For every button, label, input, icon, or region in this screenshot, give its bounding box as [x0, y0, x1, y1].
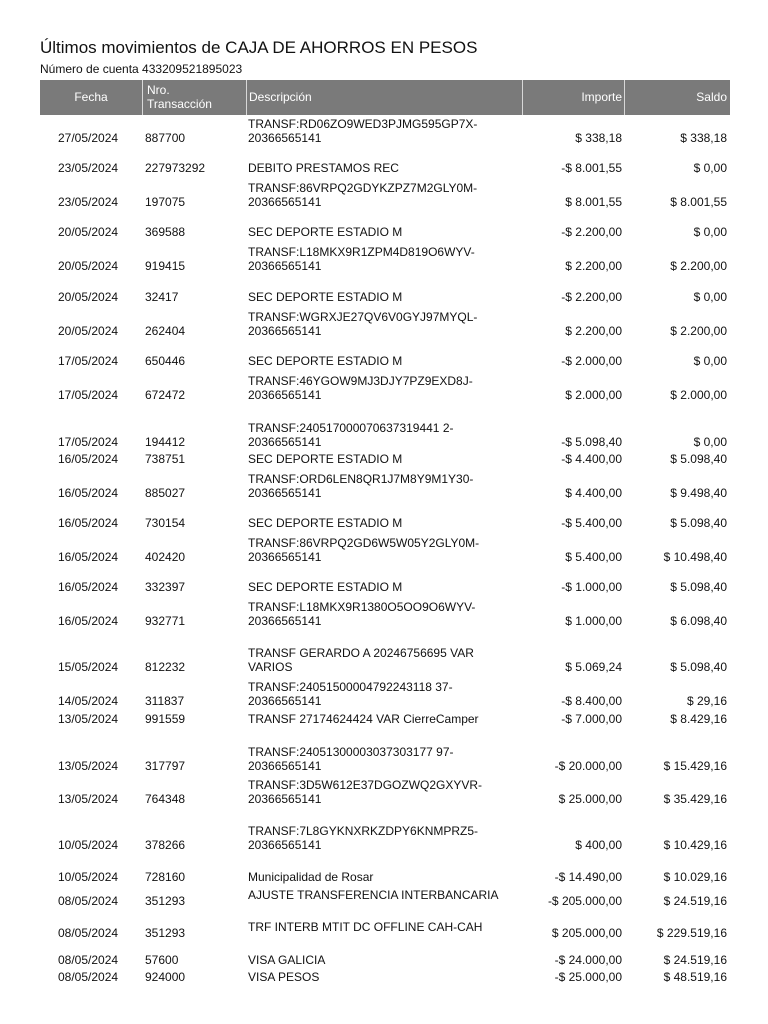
cell-importe: -$ 205.000,00 — [547, 894, 622, 908]
cell-fecha: 16/05/2024 — [58, 580, 119, 594]
cell-descripcion-line: TRANSF:3D5W612E37DGOZWQ2GXYVR- — [248, 778, 483, 792]
cell-fecha: 23/05/2024 — [58, 195, 119, 209]
cell-fecha: 08/05/2024 — [58, 926, 119, 940]
cell-fecha: 08/05/2024 — [58, 953, 119, 967]
table-row — [40, 225, 730, 239]
cell-saldo: $ 0,00 — [693, 225, 727, 239]
cell-importe: $ 400,00 — [575, 838, 622, 852]
cell-descripcion-line: TRANSF:L18MKX9R1ZPM4D819O6WYV- — [248, 245, 475, 259]
cell-descripcion-line: TRANSF:7L8GYKNXRKZDPY6KNMPRZ5- — [248, 824, 479, 838]
cell-descripcion-line: 20366565141 — [248, 550, 322, 564]
cell-fecha: 16/05/2024 — [58, 614, 119, 628]
table-row — [40, 646, 730, 674]
table-row — [40, 920, 730, 940]
table-header — [40, 80, 730, 115]
cell-saldo: $ 48.519,16 — [663, 970, 727, 984]
cell-importe: $ 5.069,24 — [565, 660, 622, 674]
cell-descripcion-line: VISA GALICIA — [248, 953, 326, 967]
table-row — [40, 516, 730, 530]
cell-fecha: 17/05/2024 — [58, 435, 119, 449]
cell-nro-transaccion: 351293 — [145, 926, 186, 940]
table-row — [40, 580, 730, 594]
cell-descripcion-line: TRF INTERB MTIT DC OFFLINE CAH-CAH — [248, 920, 483, 934]
cell-importe: $ 8.001,55 — [565, 195, 622, 209]
cell-fecha: 16/05/2024 — [58, 486, 119, 500]
cell-descripcion-line: DEBITO PRESTAMOS REC — [248, 161, 399, 175]
cell-nro-transaccion: 672472 — [145, 388, 186, 402]
cell-importe: -$ 7.000,00 — [561, 712, 622, 726]
cell-saldo: $ 10.029,16 — [663, 870, 727, 884]
table-row — [40, 161, 730, 175]
table-row — [40, 870, 730, 884]
table-row — [40, 421, 730, 449]
cell-saldo: $ 8.001,55 — [670, 195, 727, 209]
cell-descripcion-line: 20366565141 — [248, 131, 322, 145]
cell-fecha: 13/05/2024 — [58, 759, 119, 773]
cell-descripcion-line: TRANSF:24051500004792243118 37- — [248, 680, 453, 694]
column-header-nro-transaccion — [142, 80, 246, 115]
table-row — [40, 452, 730, 466]
table-row — [40, 600, 730, 628]
cell-importe: -$ 1.000,00 — [561, 580, 622, 594]
cell-importe: $ 2.000,00 — [565, 388, 622, 402]
cell-saldo: $ 9.498,40 — [670, 486, 727, 500]
cell-descripcion-line: 20366565141 — [248, 388, 322, 402]
cell-nro-transaccion: 32417 — [145, 290, 179, 304]
table-row — [40, 888, 730, 908]
cell-importe: -$ 14.490,00 — [554, 870, 622, 884]
cell-fecha: 20/05/2024 — [58, 290, 119, 304]
cell-nro-transaccion: 317797 — [145, 759, 186, 773]
cell-importe: $ 4.400,00 — [565, 486, 622, 500]
cell-descripcion-line: SEC DEPORTE ESTADIO M — [248, 225, 403, 239]
cell-descripcion-line: SEC DEPORTE ESTADIO M — [248, 452, 403, 466]
cell-fecha: 13/05/2024 — [58, 792, 119, 806]
cell-nro-transaccion: 650446 — [145, 354, 186, 368]
cell-saldo: $ 338,18 — [680, 131, 727, 145]
cell-descripcion-line: AJUSTE TRANSFERENCIA INTERBANCARIA — [248, 888, 499, 902]
page-title: Últimos movimientos de CAJA DE AHORROS EN PESOS — [40, 38, 478, 57]
cell-fecha: 13/05/2024 — [58, 712, 119, 726]
cell-descripcion-line: 20366565141 — [248, 435, 322, 449]
column-header-importe: Importe — [522, 80, 624, 115]
cell-fecha: 15/05/2024 — [58, 660, 119, 674]
cell-nro-transaccion: 738751 — [145, 452, 186, 466]
cell-saldo: $ 10.429,16 — [663, 838, 727, 852]
table-row — [40, 778, 730, 806]
column-header-fecha: Fecha — [74, 90, 108, 104]
cell-importe: $ 2.200,00 — [565, 324, 622, 338]
cell-descripcion-line: TRANSF:24051300003037303177 97- — [248, 745, 454, 759]
cell-nro-transaccion: 919415 — [145, 259, 186, 273]
cell-descripcion-line: Municipalidad de Rosar — [248, 870, 374, 884]
cell-saldo: $ 5.098,40 — [670, 580, 727, 594]
cell-saldo: $ 0,00 — [693, 354, 727, 368]
cell-nro-transaccion: 351293 — [145, 894, 186, 908]
table-row — [40, 117, 730, 145]
cell-descripcion-line: SEC DEPORTE ESTADIO M — [248, 580, 403, 594]
cell-importe: $ 25.000,00 — [558, 792, 622, 806]
table-row — [40, 536, 730, 564]
cell-saldo: $ 2.200,00 — [670, 324, 727, 338]
cell-descripcion-line: SEC DEPORTE ESTADIO M — [248, 516, 403, 530]
cell-fecha: 23/05/2024 — [58, 161, 119, 175]
cell-descripcion-line: TRANSF:240517000070637319441 2- — [248, 421, 454, 435]
cell-descripcion-line: VARIOS — [248, 660, 293, 674]
table-row — [40, 745, 730, 773]
cell-importe: $ 205.000,00 — [551, 926, 622, 940]
cell-saldo: $ 15.429,16 — [663, 759, 727, 773]
cell-nro-transaccion: 332397 — [145, 580, 186, 594]
cell-descripcion-line: TRANSF:RD06ZO9WED3PJMG595GP7X- — [248, 117, 478, 131]
cell-saldo: $ 29,16 — [686, 694, 727, 708]
cell-importe: -$ 25.000,00 — [554, 970, 622, 984]
cell-saldo: $ 2.200,00 — [670, 259, 727, 273]
cell-fecha: 20/05/2024 — [58, 324, 119, 338]
cell-nro-transaccion: 764348 — [145, 792, 186, 806]
cell-nro-transaccion: 262404 — [145, 324, 186, 338]
cell-saldo: $ 0,00 — [693, 435, 727, 449]
table-row — [40, 970, 730, 984]
cell-nro-transaccion: 812232 — [145, 660, 186, 674]
cell-nro-transaccion: 369588 — [145, 225, 186, 239]
cell-descripcion-line: 20366565141 — [248, 759, 322, 773]
cell-importe: -$ 20.000,00 — [554, 759, 622, 773]
cell-descripcion-line: TRANSF:WGRXJE27QV6V0GYJ97MYQL- — [248, 310, 478, 324]
column-header-descripcion: Descripción — [246, 80, 522, 115]
cell-saldo: $ 5.098,40 — [670, 516, 727, 530]
cell-fecha: 27/05/2024 — [58, 131, 119, 145]
table-row — [40, 181, 730, 209]
cell-importe: $ 1.000,00 — [565, 614, 622, 628]
cell-descripcion-line: 20366565141 — [248, 324, 322, 338]
cell-saldo: $ 5.098,40 — [670, 660, 727, 674]
cell-descripcion-line: 20366565141 — [248, 486, 322, 500]
cell-nro-transaccion: 730154 — [145, 516, 186, 530]
table-row — [40, 824, 730, 852]
cell-descripcion-line: TRANSF GERARDO A 20246756695 VAR — [248, 646, 474, 660]
column-header-nro-line1: Nro. — [147, 83, 170, 97]
table-row — [40, 310, 730, 338]
cell-saldo: $ 24.519,16 — [663, 894, 727, 908]
cell-nro-transaccion: 197075 — [145, 195, 186, 209]
cell-saldo: $ 8.429,16 — [670, 712, 727, 726]
cell-fecha: 10/05/2024 — [58, 870, 119, 884]
cell-nro-transaccion: 402420 — [145, 550, 186, 564]
table-row — [40, 354, 730, 368]
table-row — [40, 712, 730, 726]
cell-fecha: 20/05/2024 — [58, 225, 119, 239]
cell-importe: -$ 5.098,40 — [561, 435, 622, 449]
cell-fecha: 16/05/2024 — [58, 550, 119, 564]
cell-saldo: $ 24.519,16 — [663, 953, 727, 967]
table-row — [40, 953, 730, 967]
table-row — [40, 680, 730, 708]
table-row — [40, 374, 730, 402]
cell-saldo: $ 0,00 — [693, 290, 727, 304]
cell-nro-transaccion: 57600 — [145, 953, 179, 967]
cell-saldo: $ 229.519,16 — [656, 926, 727, 940]
cell-descripcion-line: 20366565141 — [248, 195, 322, 209]
cell-nro-transaccion: 932771 — [145, 614, 186, 628]
cell-descripcion-line: 20366565141 — [248, 614, 322, 628]
cell-importe: -$ 4.400,00 — [561, 452, 622, 466]
cell-importe: $ 338,18 — [575, 131, 622, 145]
cell-descripcion-line: TRANSF:86VRPQ2GD6W5W05Y2GLY0M- — [248, 536, 480, 550]
cell-fecha: 14/05/2024 — [58, 694, 119, 708]
cell-nro-transaccion: 311837 — [145, 694, 185, 708]
cell-descripcion-line: 20366565141 — [248, 792, 322, 806]
cell-descripcion-line: SEC DEPORTE ESTADIO M — [248, 354, 403, 368]
cell-nro-transaccion: 887700 — [145, 131, 186, 145]
cell-nro-transaccion: 885027 — [145, 486, 186, 500]
account-number: Número de cuenta 433209521895023 — [40, 62, 243, 76]
cell-descripcion-line: TRANSF 27174624424 VAR CierreCamper — [248, 712, 479, 726]
cell-fecha: 17/05/2024 — [58, 388, 119, 402]
cell-fecha: 20/05/2024 — [58, 259, 119, 273]
cell-importe: -$ 24.000,00 — [554, 953, 622, 967]
cell-nro-transaccion: 924000 — [145, 970, 186, 984]
column-header-nro-line2: Transacción — [147, 97, 212, 111]
table-row — [40, 472, 730, 500]
cell-descripcion-line: TRANSF:46YGOW9MJ3DJY7PZ9EXD8J- — [248, 374, 473, 388]
cell-nro-transaccion: 728160 — [145, 870, 186, 884]
cell-fecha: 17/05/2024 — [58, 354, 119, 368]
cell-saldo: $ 6.098,40 — [670, 614, 727, 628]
cell-saldo: $ 5.098,40 — [670, 452, 727, 466]
cell-importe: $ 5.400,00 — [565, 550, 622, 564]
cell-saldo: $ 0,00 — [693, 161, 727, 175]
table-row — [40, 290, 730, 304]
cell-importe: $ 2.200,00 — [565, 259, 622, 273]
table-row — [40, 245, 730, 273]
cell-fecha: 10/05/2024 — [58, 838, 119, 852]
cell-importe: -$ 5.400,00 — [561, 516, 622, 530]
cell-descripcion-line: SEC DEPORTE ESTADIO M — [248, 290, 403, 304]
cell-nro-transaccion: 227973292 — [145, 161, 206, 175]
cell-descripcion-line: 20366565141 — [248, 694, 322, 708]
cell-saldo: $ 2.000,00 — [670, 388, 727, 402]
column-header-saldo: Saldo — [624, 80, 730, 115]
cell-saldo: $ 10.498,40 — [663, 550, 727, 564]
cell-descripcion-line: VISA PESOS — [248, 970, 320, 984]
cell-importe: -$ 8.400,00 — [561, 694, 622, 708]
cell-importe: -$ 2.200,00 — [561, 225, 622, 239]
cell-importe: -$ 8.001,55 — [561, 161, 622, 175]
cell-nro-transaccion: 991559 — [145, 712, 186, 726]
cell-nro-transaccion: 194412 — [145, 435, 186, 449]
cell-fecha: 08/05/2024 — [58, 970, 119, 984]
cell-saldo: $ 35.429,16 — [663, 792, 727, 806]
cell-descripcion-line: TRANSF:ORD6LEN8QR1J7M8Y9M1Y30- — [248, 472, 474, 486]
cell-descripcion-line: 20366565141 — [248, 259, 322, 273]
cell-nro-transaccion: 378266 — [145, 838, 186, 852]
cell-fecha: 08/05/2024 — [58, 894, 119, 908]
cell-importe: -$ 2.000,00 — [561, 354, 622, 368]
cell-fecha: 16/05/2024 — [58, 452, 119, 466]
cell-importe: -$ 2.200,00 — [561, 290, 622, 304]
cell-descripcion-line: TRANSF:86VRPQ2GDYKZPZ7M2GLY0M- — [248, 181, 478, 195]
cell-descripcion-line: 20366565141 — [248, 838, 322, 852]
cell-fecha: 16/05/2024 — [58, 516, 119, 530]
cell-descripcion-line: TRANSF:L18MKX9R1380O5OO9O6WYV- — [248, 600, 476, 614]
